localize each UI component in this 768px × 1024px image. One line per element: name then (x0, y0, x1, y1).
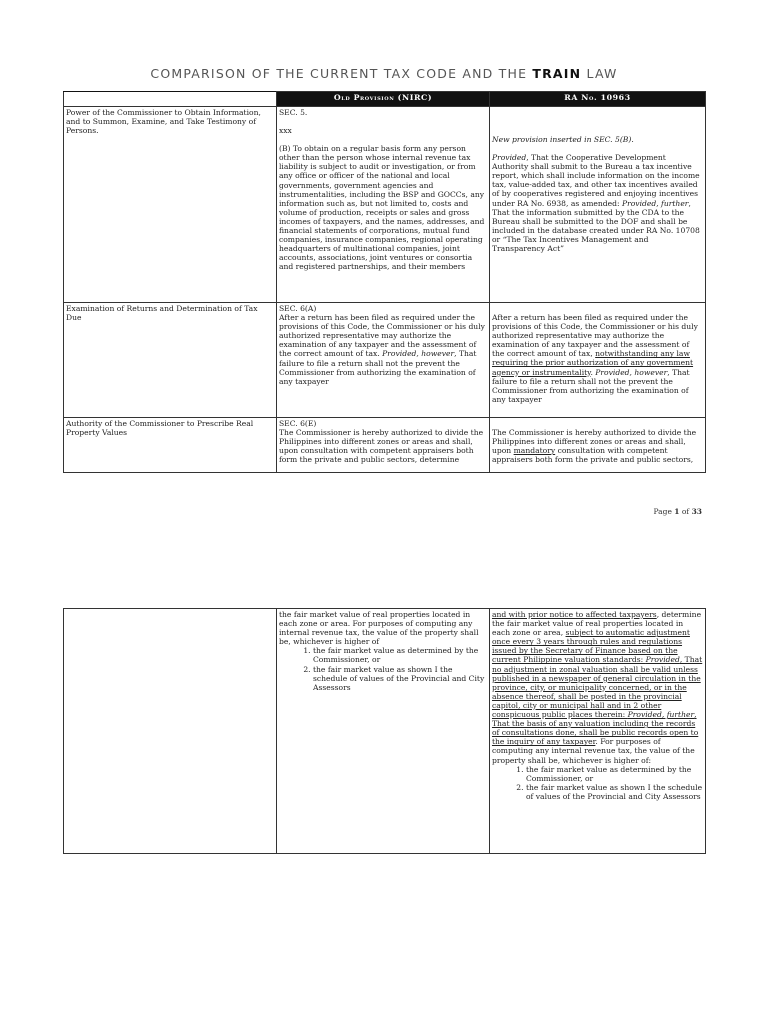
new-list (492, 765, 703, 801)
list-item: 1. the fair market value as determined by the Commissioner, or (313, 646, 487, 664)
row-old-provision (276, 107, 489, 303)
old-list (279, 646, 487, 691)
title-suffix: LAW (586, 66, 618, 81)
new-text: The Commissioner is hereby authorized to divide the Philippines into different zones or areas and shall, upon mandatory consultation with competent appraisers both form the private and public sectors, (491, 428, 697, 465)
row-topic: Power of the Commissioner to Obtain Information, and to Summon, Examine, and Take Testimony of Persons. (64, 107, 277, 303)
row-old-provision (276, 418, 489, 473)
list-item: 2. the fair market value as shown I the schedule of values of the Provincial and City Assessors (313, 665, 487, 692)
old-sec: SEC. 6(E) (278, 419, 317, 428)
row-topic: Authority of the Commissioner to Prescribe Real Property Values (64, 418, 277, 473)
old-sec: SEC. 5. (278, 108, 308, 117)
table-row (64, 609, 706, 854)
row-new-provision (489, 418, 705, 473)
new-text: After a return has been filed as required under the provisions of this Code, the Commissioner or his duly authorized representative may authorize the examination of any taxpayer and the assessment of the correct amount of tax, notwithstanding any law requiring the prior authorization of any government agency or instrumentality. Provided, however, That failure to file a return shall not the prevent the Commissioner from authorizing the examination of any taxpayer (491, 313, 698, 404)
document-title (0, 66, 768, 81)
table-row (64, 303, 706, 418)
row-topic: Examination of Returns and Determination of Tax Due (64, 303, 277, 418)
title-prefix: COMPARISON OF THE CURRENT TAX CODE AND THE (150, 66, 528, 81)
row-old-provision (276, 303, 489, 418)
old-text: The Commissioner is hereby authorized to divide the Philippines into different zones or areas and shall, upon consultation with competent appraisers both form the private and public sectors, determine (278, 428, 484, 465)
list-item: 1. the fair market value as determined by the Commissioner, or (526, 765, 703, 783)
row-new-provision (489, 609, 705, 854)
old-text: After a return has been filed as required under the provisions of this Code, the Commissioner or his duly authorized representative may authorize the examination of any taxpayer and the assessment of the correct amount of tax. Provided, however, That failure to file a return shall not the prevent the Commissioner from authorizing the examination of any taxpayer (278, 313, 485, 386)
row-topic-empty (64, 609, 277, 854)
row-new-provision (489, 107, 705, 303)
new-text: Provided, That the Cooperative Development Authority shall submit to the Bureau a tax incentive report, which shall include information on the income tax, value-added tax, and other tax incentives availed of by cooperatives registered and enjoying incentives under RA No. 6938, as amended: Provided, further, That the information submitted by the CDA to the Bureau shall be submitted to the DOF and shall be included in the database created under RA No. 10708 or “The Tax Incentives Management and Transparency Act” (491, 153, 700, 254)
comparison-table-continued (63, 608, 706, 854)
new-note: New provision inserted in SEC. 5(B). (491, 135, 634, 144)
comparison-table (63, 91, 706, 473)
title-bold: TRAIN (532, 66, 582, 81)
list-item: 2. the fair market value as shown I the schedule of values of the Provincial and City Assessors (526, 783, 703, 801)
table-row (64, 107, 706, 303)
new-text: and with prior notice to affected taxpayers, determine the fair market value of real properties located in each zone or area, subject to automatic adjustment once every 3 years through rules and regulations issued by the Secretary of Finance based on the current Philippine valuation standards: Provided, That no adjustment in zonal valuation shall be valid unless published in a newspaper of general circulation in the province, city, or municipality concerned, or in the absence thereof, shall be posted in the provincial capitol, city or municipal hall and in 2 other conspicuous public places therein: Provided, further, That the basis of any valuation including the records of consultations done, shall be public records open to the inquiry of any taxpayer. For purposes of computing any internal revenue tax, the value of the property shall be, whichever is higher of: (491, 610, 703, 765)
header-topic (64, 92, 277, 107)
row-new-provision (489, 303, 705, 418)
page-number: Page 1 of 33 (653, 507, 702, 516)
old-sec: SEC. 6(A) (278, 304, 317, 313)
header-new-law: RA No. 10963 (489, 92, 705, 107)
table-row (64, 418, 706, 473)
old-xxx: xxx (278, 126, 292, 136)
old-text: the fair market value of real properties located in each zone or area. For purposes of computing any internal revenue tax, the value of the property shall be, whichever is higher of (278, 610, 479, 647)
table-header-row (64, 92, 706, 107)
row-old-provision (276, 609, 489, 854)
header-old-provision: Old Provision (NIRC) (276, 92, 489, 107)
old-text: (B) To obtain on a regular basis form any person other than the person whose internal revenue tax liability is subject to audit or investigation, or from any office or officer of the national and local governments, government agencies and instrumentalities, including the BSP and GOCCs, any information such as, but not limited to, costs and volume of production, receipts or sales and gross incomes of taxpayers, and the names, addresses, and financial statements of corporations, mutual fund companies, insurance companies, regional operating headquarters of multinational companies, joint accounts, associations, joint ventures or consortia and registered partnerships, and their members (278, 144, 485, 272)
